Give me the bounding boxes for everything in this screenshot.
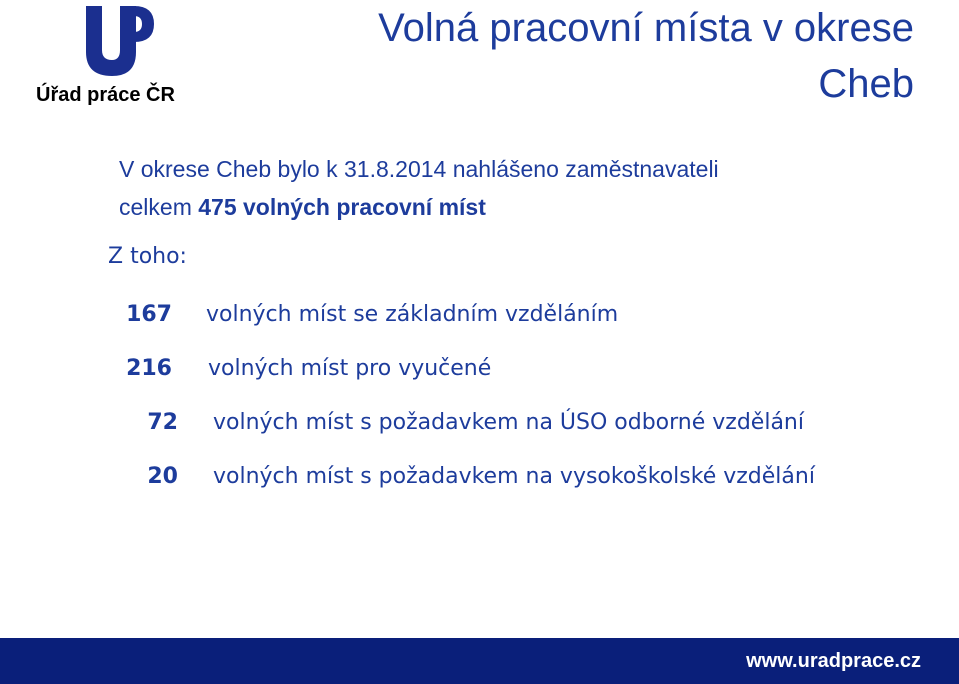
- logo: [36, 4, 196, 108]
- breakdown-text: volných míst s požadavkem na ÚSO odborné vzdělání: [213, 410, 804, 435]
- urad-prace-logo-icon: [82, 4, 156, 78]
- breakdown-text: volných míst se základním vzděláním: [206, 302, 619, 327]
- breakdown-text: volných míst pro vyučené: [208, 356, 492, 381]
- breakdown-label: Z toho:: [108, 244, 187, 269]
- page-title-line2: Cheb: [818, 62, 914, 106]
- breakdown-count: 20: [147, 464, 178, 489]
- breakdown-count: 167: [126, 302, 172, 327]
- page-title: [274, 0, 914, 112]
- intro-total: 475 volných pracovní míst: [198, 194, 486, 220]
- page-title-line1: Volná pracovní místa v okrese: [378, 6, 914, 50]
- footer-url: www.uradprace.cz: [746, 650, 921, 672]
- intro-line2-prefix: celkem: [119, 194, 199, 220]
- footer-bar: [0, 638, 959, 684]
- intro-line1: V okrese Cheb bylo k 31.8.2014 nahlášeno zaměstnavateli: [119, 156, 719, 182]
- breakdown-count: 72: [147, 410, 178, 435]
- breakdown-count: 216: [126, 356, 172, 381]
- intro-line2: [119, 188, 919, 226]
- logo-text: Úřad práce ČR: [36, 84, 175, 106]
- intro-text: [119, 150, 919, 226]
- breakdown-text: volných míst s požadavkem na vysokoškolské vzdělání: [213, 464, 815, 489]
